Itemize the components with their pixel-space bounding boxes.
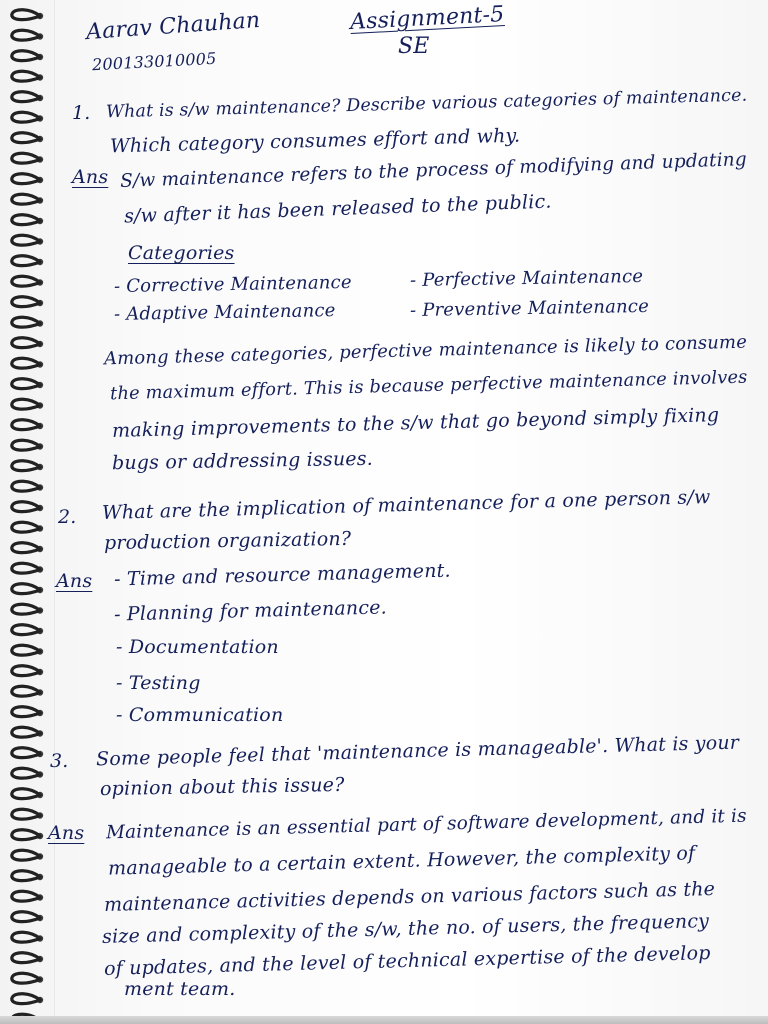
spiral-ring xyxy=(12,645,40,655)
category-item: - Preventive Maintenance xyxy=(409,295,650,322)
spiral-ring xyxy=(12,871,40,881)
q1-question-line2: Which category consumes effort and why. xyxy=(109,124,521,158)
student-name: Aarav Chauhan xyxy=(85,7,262,46)
q1-answer-line1: S/w maintenance refers to the process of modifying and updating xyxy=(119,149,748,192)
q3-question-line2: opinion about this issue? xyxy=(99,773,345,801)
spiral-ring xyxy=(12,666,40,676)
spiral-ring xyxy=(12,563,40,573)
spiral-ring xyxy=(12,625,40,635)
spiral-ring xyxy=(12,727,40,737)
spiral-ring xyxy=(12,830,40,840)
spiral-ring xyxy=(12,71,40,81)
spiral-ring xyxy=(12,215,40,225)
q2-number: 2. xyxy=(58,506,77,528)
category-item: - Perfective Maintenance xyxy=(409,265,644,292)
spiral-ring xyxy=(12,440,40,450)
page-bottom-edge xyxy=(0,1016,768,1024)
spiral-ring xyxy=(12,276,40,286)
spiral-ring xyxy=(12,461,40,471)
spiral-ring xyxy=(12,174,40,184)
page-margin xyxy=(54,0,55,1024)
spiral-ring xyxy=(12,502,40,512)
spiral-ring xyxy=(12,891,40,901)
q2-item: - Planning for maintenance. xyxy=(113,596,388,626)
q3-question-line1: Some people feel that 'maintenance is manageable'. What is your xyxy=(95,731,740,771)
spiral-ring xyxy=(12,522,40,532)
spiral-ring xyxy=(12,543,40,553)
spiral-ring xyxy=(12,584,40,594)
spiral-ring xyxy=(12,912,40,922)
q2-question-line1: What are the implication of maintenance for a one person s/w xyxy=(101,486,711,524)
q3-answer-line2: manageable to a certain extent. However, the complexity of xyxy=(107,842,696,880)
q3-answer-line3: maintenance activities depends on various factors such as the xyxy=(103,878,716,916)
spiral-ring xyxy=(12,10,40,20)
spiral-ring xyxy=(12,686,40,696)
spiral-ring xyxy=(12,953,40,963)
q2-item: - Communication xyxy=(116,704,284,726)
spiral-ring xyxy=(12,604,40,614)
assignment-title: Assignment-5 xyxy=(349,1,506,36)
spiral-ring xyxy=(12,338,40,348)
q1-ans-label: Ans xyxy=(72,166,109,188)
spiral-ring xyxy=(12,92,40,102)
spiral-ring xyxy=(12,194,40,204)
q2-question-line2: production organization? xyxy=(103,527,352,555)
spiral-ring xyxy=(12,379,40,389)
category-item: - Adaptive Maintenance xyxy=(113,300,336,325)
spiral-ring xyxy=(12,317,40,327)
subject-title: SE xyxy=(398,34,430,59)
q2-item: - Documentation xyxy=(116,636,279,658)
q2-item: - Testing xyxy=(116,672,201,694)
spiral-ring xyxy=(12,932,40,942)
q1-paragraph-line2: the maximum effort. This is because perfective maintenance involves xyxy=(109,367,748,405)
spiral-ring xyxy=(12,51,40,61)
spiral-ring xyxy=(12,481,40,491)
category-item: - Corrective Maintenance xyxy=(113,271,352,298)
q2-item: - Time and resource management. xyxy=(113,559,451,591)
spiral-ring xyxy=(12,707,40,717)
spiral-ring xyxy=(12,748,40,758)
q1-question-line1: What is s/w maintenance? Describe various categories of maintenance. xyxy=(105,85,748,123)
spiral-ring xyxy=(12,112,40,122)
spiral-ring xyxy=(12,30,40,40)
spiral-ring xyxy=(12,809,40,819)
spiral-ring xyxy=(12,789,40,799)
q3-ans-label: Ans xyxy=(48,822,85,844)
spiral-ring xyxy=(12,994,40,1004)
q1-paragraph-line4: bugs or addressing issues. xyxy=(111,447,374,475)
spiral-binding xyxy=(0,0,50,1024)
spiral-ring xyxy=(12,153,40,163)
q1-answer-line2: s/w after it has been released to the public. xyxy=(123,190,552,228)
spiral-ring xyxy=(12,850,40,860)
spiral-ring xyxy=(12,973,40,983)
q3-answer-line1: Maintenance is an essential part of software development, and it is xyxy=(105,805,747,844)
spiral-ring xyxy=(12,420,40,430)
spiral-ring xyxy=(12,235,40,245)
categories-heading: Categories xyxy=(128,242,235,264)
roll-number: 200133010005 xyxy=(91,48,217,75)
spiral-ring xyxy=(12,768,40,778)
spiral-ring xyxy=(12,297,40,307)
q1-paragraph-line3: making improvements to the s/w that go beyond simply fixing xyxy=(111,404,720,442)
q2-ans-label: Ans xyxy=(56,570,93,592)
spiral-ring xyxy=(12,133,40,143)
spiral-ring xyxy=(12,358,40,368)
q3-answer-line4: size and complexity of the s/w, the no. of users, the frequency xyxy=(101,910,710,948)
q3-number: 3. xyxy=(50,750,69,772)
q1-paragraph-line1: Among these categories, perfective maintenance is likely to consume xyxy=(103,331,748,370)
q3-answer-line5: of updates, and the level of technical expertise of the develop xyxy=(103,942,711,980)
q3-answer-line6: ment team. xyxy=(124,978,236,1000)
spiral-ring xyxy=(12,256,40,266)
q1-number: 1. xyxy=(72,102,91,124)
spiral-ring xyxy=(12,399,40,409)
